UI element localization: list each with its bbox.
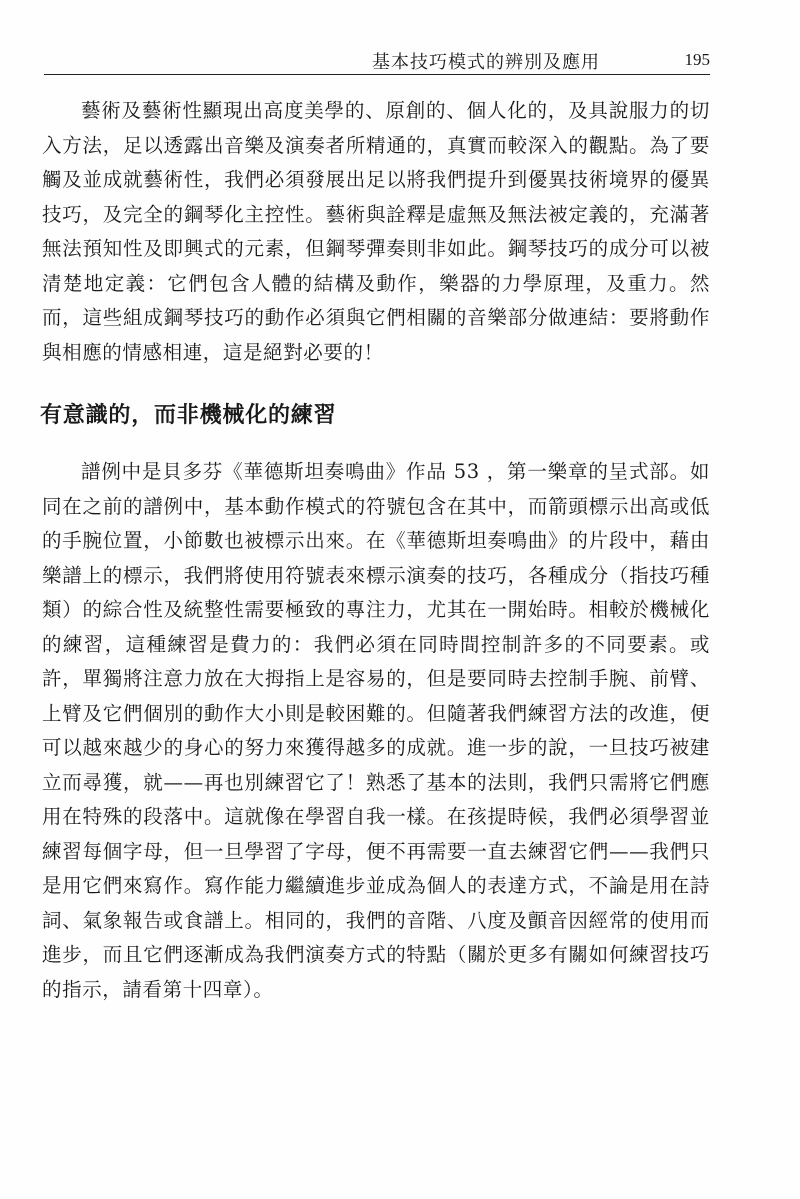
page-number: 195 [684, 50, 710, 69]
running-title: 基本技巧模式的辨別及應用 [372, 52, 600, 73]
body-paragraph: 譜例中是貝多芬《華德斯坦奏鳴曲》作品 53 ，第一樂章的呈式部。如同在之前的譜例中，基本動作模式的符號包含在其中，而箭頭標示出高或低的手腕位置，小節數也被標示出來。在《華德斯坦奏鳴曲》的片段中，藉由樂譜上的標示，我們將使用符號表來標示演奏的技巧，各種成分（指技巧種類）的綜合性及統整性需要極致的專注力，尤其在一開始時。相較於機械化的練習，這種練習是費力的：我們必須在同時間控制許多的不同要素。或許，單獨將注意力放在大拇指上是容易的，但是要同時去控制手腕、前臂、上臂及它們個別的動作大小則是較困難的。但隨著我們練習方法的改進，便可以越來越少的身心的努力來獲得越多的成就。進一步的說，一旦技巧被建立而尋獲，就——再也別練習它了！熟悉了基本的法則，我們只需將它們應用在特殊的段落中。這就像在學習自我一樣。在孩提時候，我們必須學習並練習每個字母，但一旦學習了字母，便不再需要一直去練習它們——我們只是用它們來寫作。寫作能力繼續進步並成為個人的表達方式，不論是用在詩詞、氣象報告或食譜上。相同的，我們的音階、八度及顫音因經常的使用而進步，而且它們逐漸成為我們演奏方式的特點（關於更多有關如何練習技巧的指示，請看第十四章）。 [42, 460, 710, 1001]
body-paragraph: 藝術及藝術性顯現出高度美學的、原創的、個人化的，及具說服力的切入方法，足以透露出音樂及演奏者所精通的，真實而較深入的觀點。為了要觸及並成就藝術性，我們必須發展出足以將我們提升到優異技術境界的優異技巧，及完全的鋼琴化主控性。藝術與詮釋是虛無及無法被定義的，充滿著無法預知性及即興式的元素，但鋼琴彈奏則非如此。鋼琴技巧的成分可以被清楚地定義：它們包含人體的結構及動作，樂器的力學原理，及重力。然而，這些組成鋼琴技巧的動作必須與它們相關的音樂部分做連結：要將動作與相應的情感相連，這是絕對必要的！ [42, 99, 710, 364]
running-header [44, 40, 710, 75]
section-heading: 有意識的，而非機械化的練習 [40, 402, 337, 428]
